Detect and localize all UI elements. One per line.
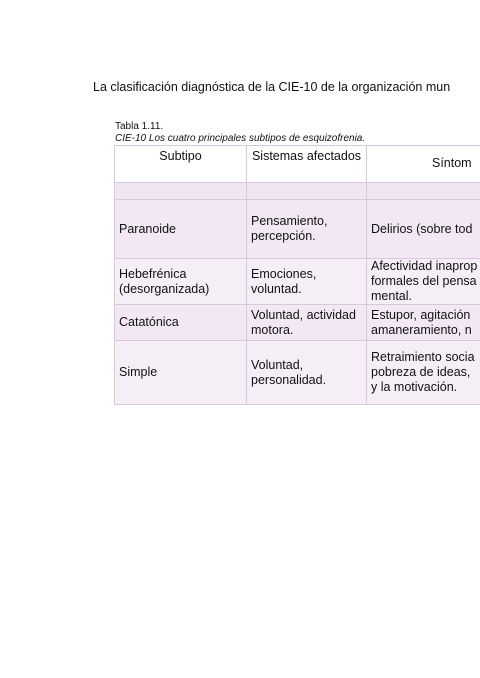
symptoms-cell	[367, 305, 480, 341]
symptoms-line: Estupor, agitación	[371, 307, 471, 322]
symptoms-line: pobreza de ideas,	[371, 365, 471, 379]
table-viewport	[114, 145, 480, 407]
symptoms-line: Delirios (sobre tod	[371, 221, 473, 236]
header-subtipo: Subtipo	[115, 146, 247, 183]
table-spacer-row	[115, 183, 480, 200]
subtype-cell: Simple	[115, 341, 247, 405]
systems-cell: Pensamiento, percepción.	[247, 200, 367, 259]
intro-paragraph: La clasificación diagnóstica de la CIE-10 de la organización mun	[93, 80, 451, 94]
symptoms-line: Afectividad inaprop	[371, 259, 478, 273]
symptoms-line: amaneramiento, n	[371, 322, 472, 337]
subtype-cell: Hebefrénica (desorganizada)	[115, 259, 247, 305]
systems-cell: Emociones, voluntad.	[247, 259, 367, 305]
table-row	[115, 200, 480, 259]
table-caption-title: CIE-10 Los cuatro principales subtipos de esquizofrenia.	[115, 133, 366, 144]
symptoms-line: mental.	[371, 289, 412, 303]
table-row	[115, 341, 480, 405]
symptoms-line: y la motivación.	[371, 380, 458, 394]
table-row	[115, 305, 480, 341]
subtype-cell: Catatónica	[115, 305, 247, 341]
table-caption-label: Tabla 1.11.	[115, 121, 164, 132]
subtype-cell: Paranoide	[115, 200, 247, 259]
symptoms-cell	[367, 341, 480, 405]
header-sistemas: Sistemas afectados	[247, 146, 367, 183]
table-header-row	[115, 146, 480, 183]
header-sintomas: Síntom	[367, 146, 480, 183]
systems-cell: Voluntad, actividad motora.	[247, 305, 367, 341]
symptoms-cell	[367, 259, 480, 305]
systems-cell: Voluntad, personalidad.	[247, 341, 367, 405]
symptoms-line: Retraimiento socia	[371, 350, 475, 364]
subtypes-table	[114, 145, 480, 405]
symptoms-line: formales del pensa	[371, 274, 477, 288]
table-row	[115, 259, 480, 305]
symptoms-cell	[367, 200, 480, 259]
